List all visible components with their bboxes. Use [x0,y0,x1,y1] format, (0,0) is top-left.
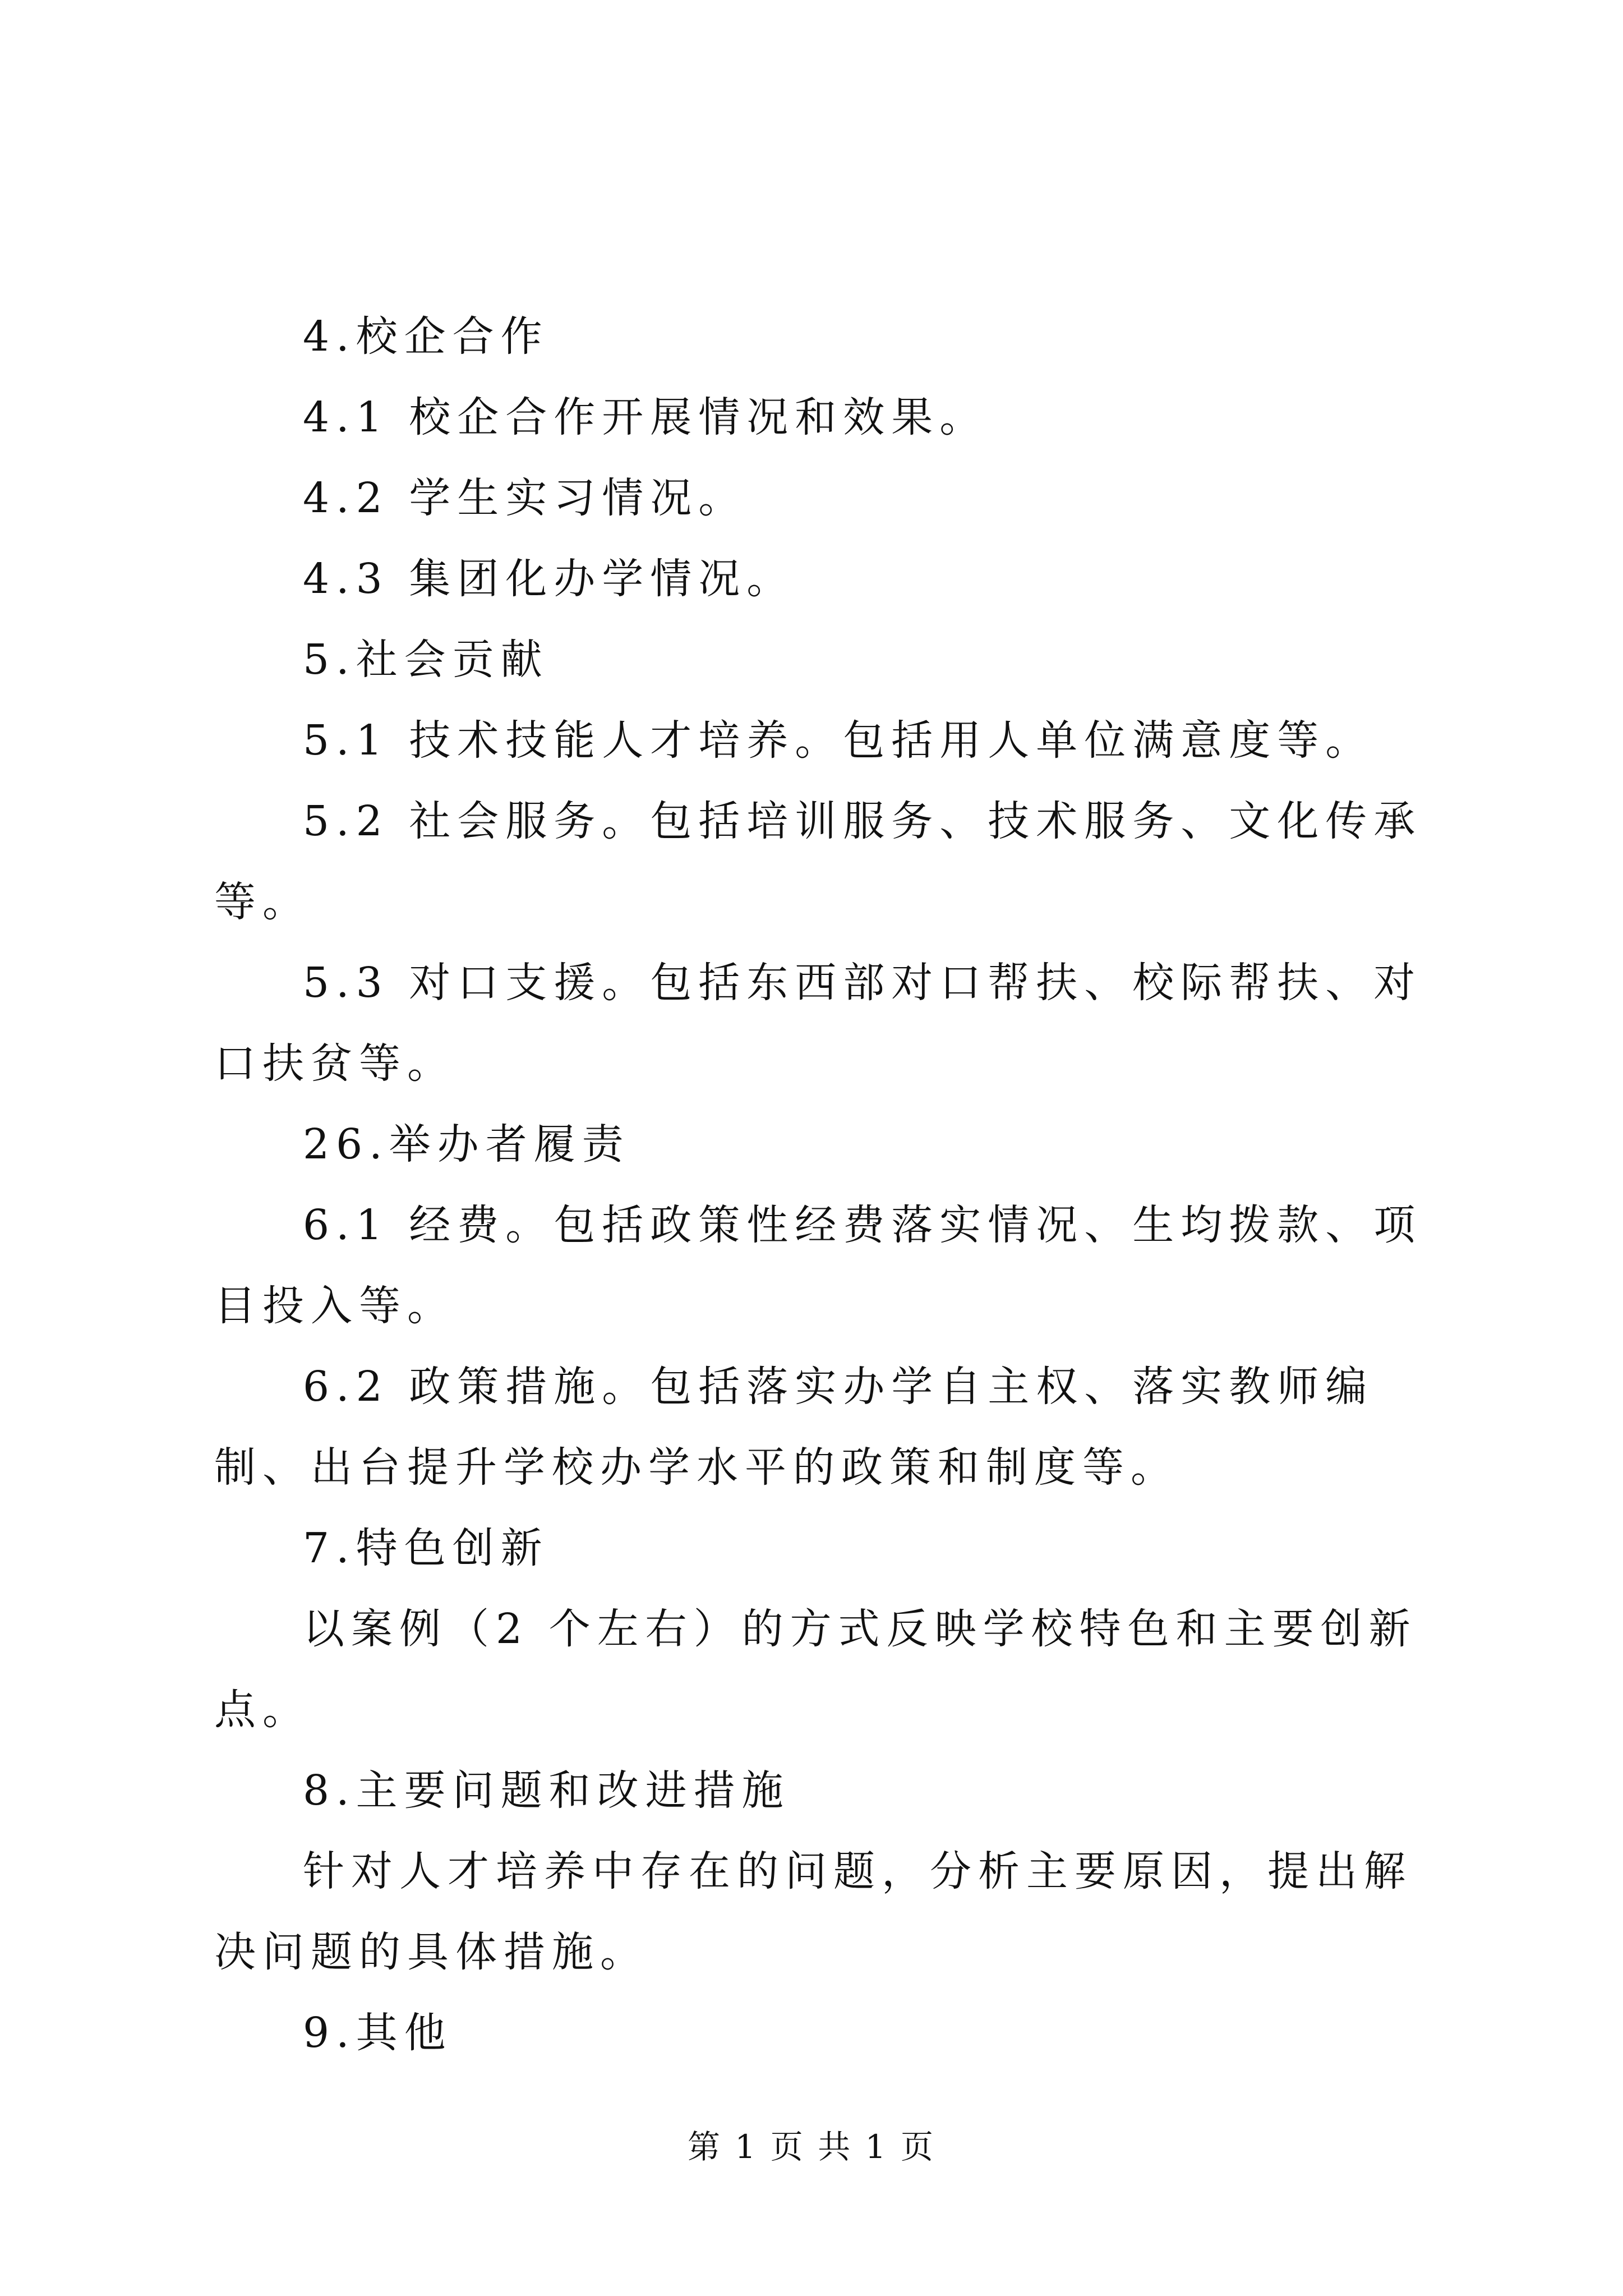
heading-social-contribution: 5.社会贡献 [303,636,549,684]
heading-school-enterprise-cooperation: 4.校企合作 [303,312,549,361]
page-number-footer: 第 1 页 共 1 页 [688,2128,935,2166]
paragraph-item-6-2: 6.2 政策措施。包括落实办学自主权、落实教师编制、出台提升学校办学水平的政策和制度等。 [214,1363,1374,1492]
heading-sponsor-responsibility: 26.举办者履责 [303,1120,630,1168]
paragraph-item-6-1: 6.1 经费。包括政策性经费落实情况、生均拨款、项目投入等。 [214,1201,1422,1330]
paragraph-item-5-2: 5.2 社会服务。包括培训服务、技术服务、文化传承等。 [214,797,1422,926]
heading-main-problems: 8.主要问题和改进措施 [303,1766,790,1815]
paragraph-item-4-1: 4.1 校企合作开展情况和效果。 [303,393,988,441]
heading-feature-innovation: 7.特色创新 [303,1524,549,1572]
paragraph-item-4-2: 4.2 学生实习情况。 [303,474,747,522]
paragraph-feature-innovation: 以案例（2 个左右）的方式反映学校特色和主要创新点。 [214,1605,1417,1734]
paragraph-item-4-3: 4.3 集团化办学情况。 [303,555,795,603]
paragraph-item-5-1: 5.1 技术技能人才培养。包括用人单位满意度等。 [303,716,1374,765]
paragraph-main-problems: 针对人才培养中存在的问题，分析主要原因，提出解决问题的具体措施。 [214,1847,1412,1976]
document-body [214,296,1426,2073]
paragraph-item-5-3: 5.3 对口支援。包括东西部对口帮扶、校际帮扶、对口扶贫等。 [214,959,1422,1088]
heading-other: 9.其他 [303,2009,453,2057]
